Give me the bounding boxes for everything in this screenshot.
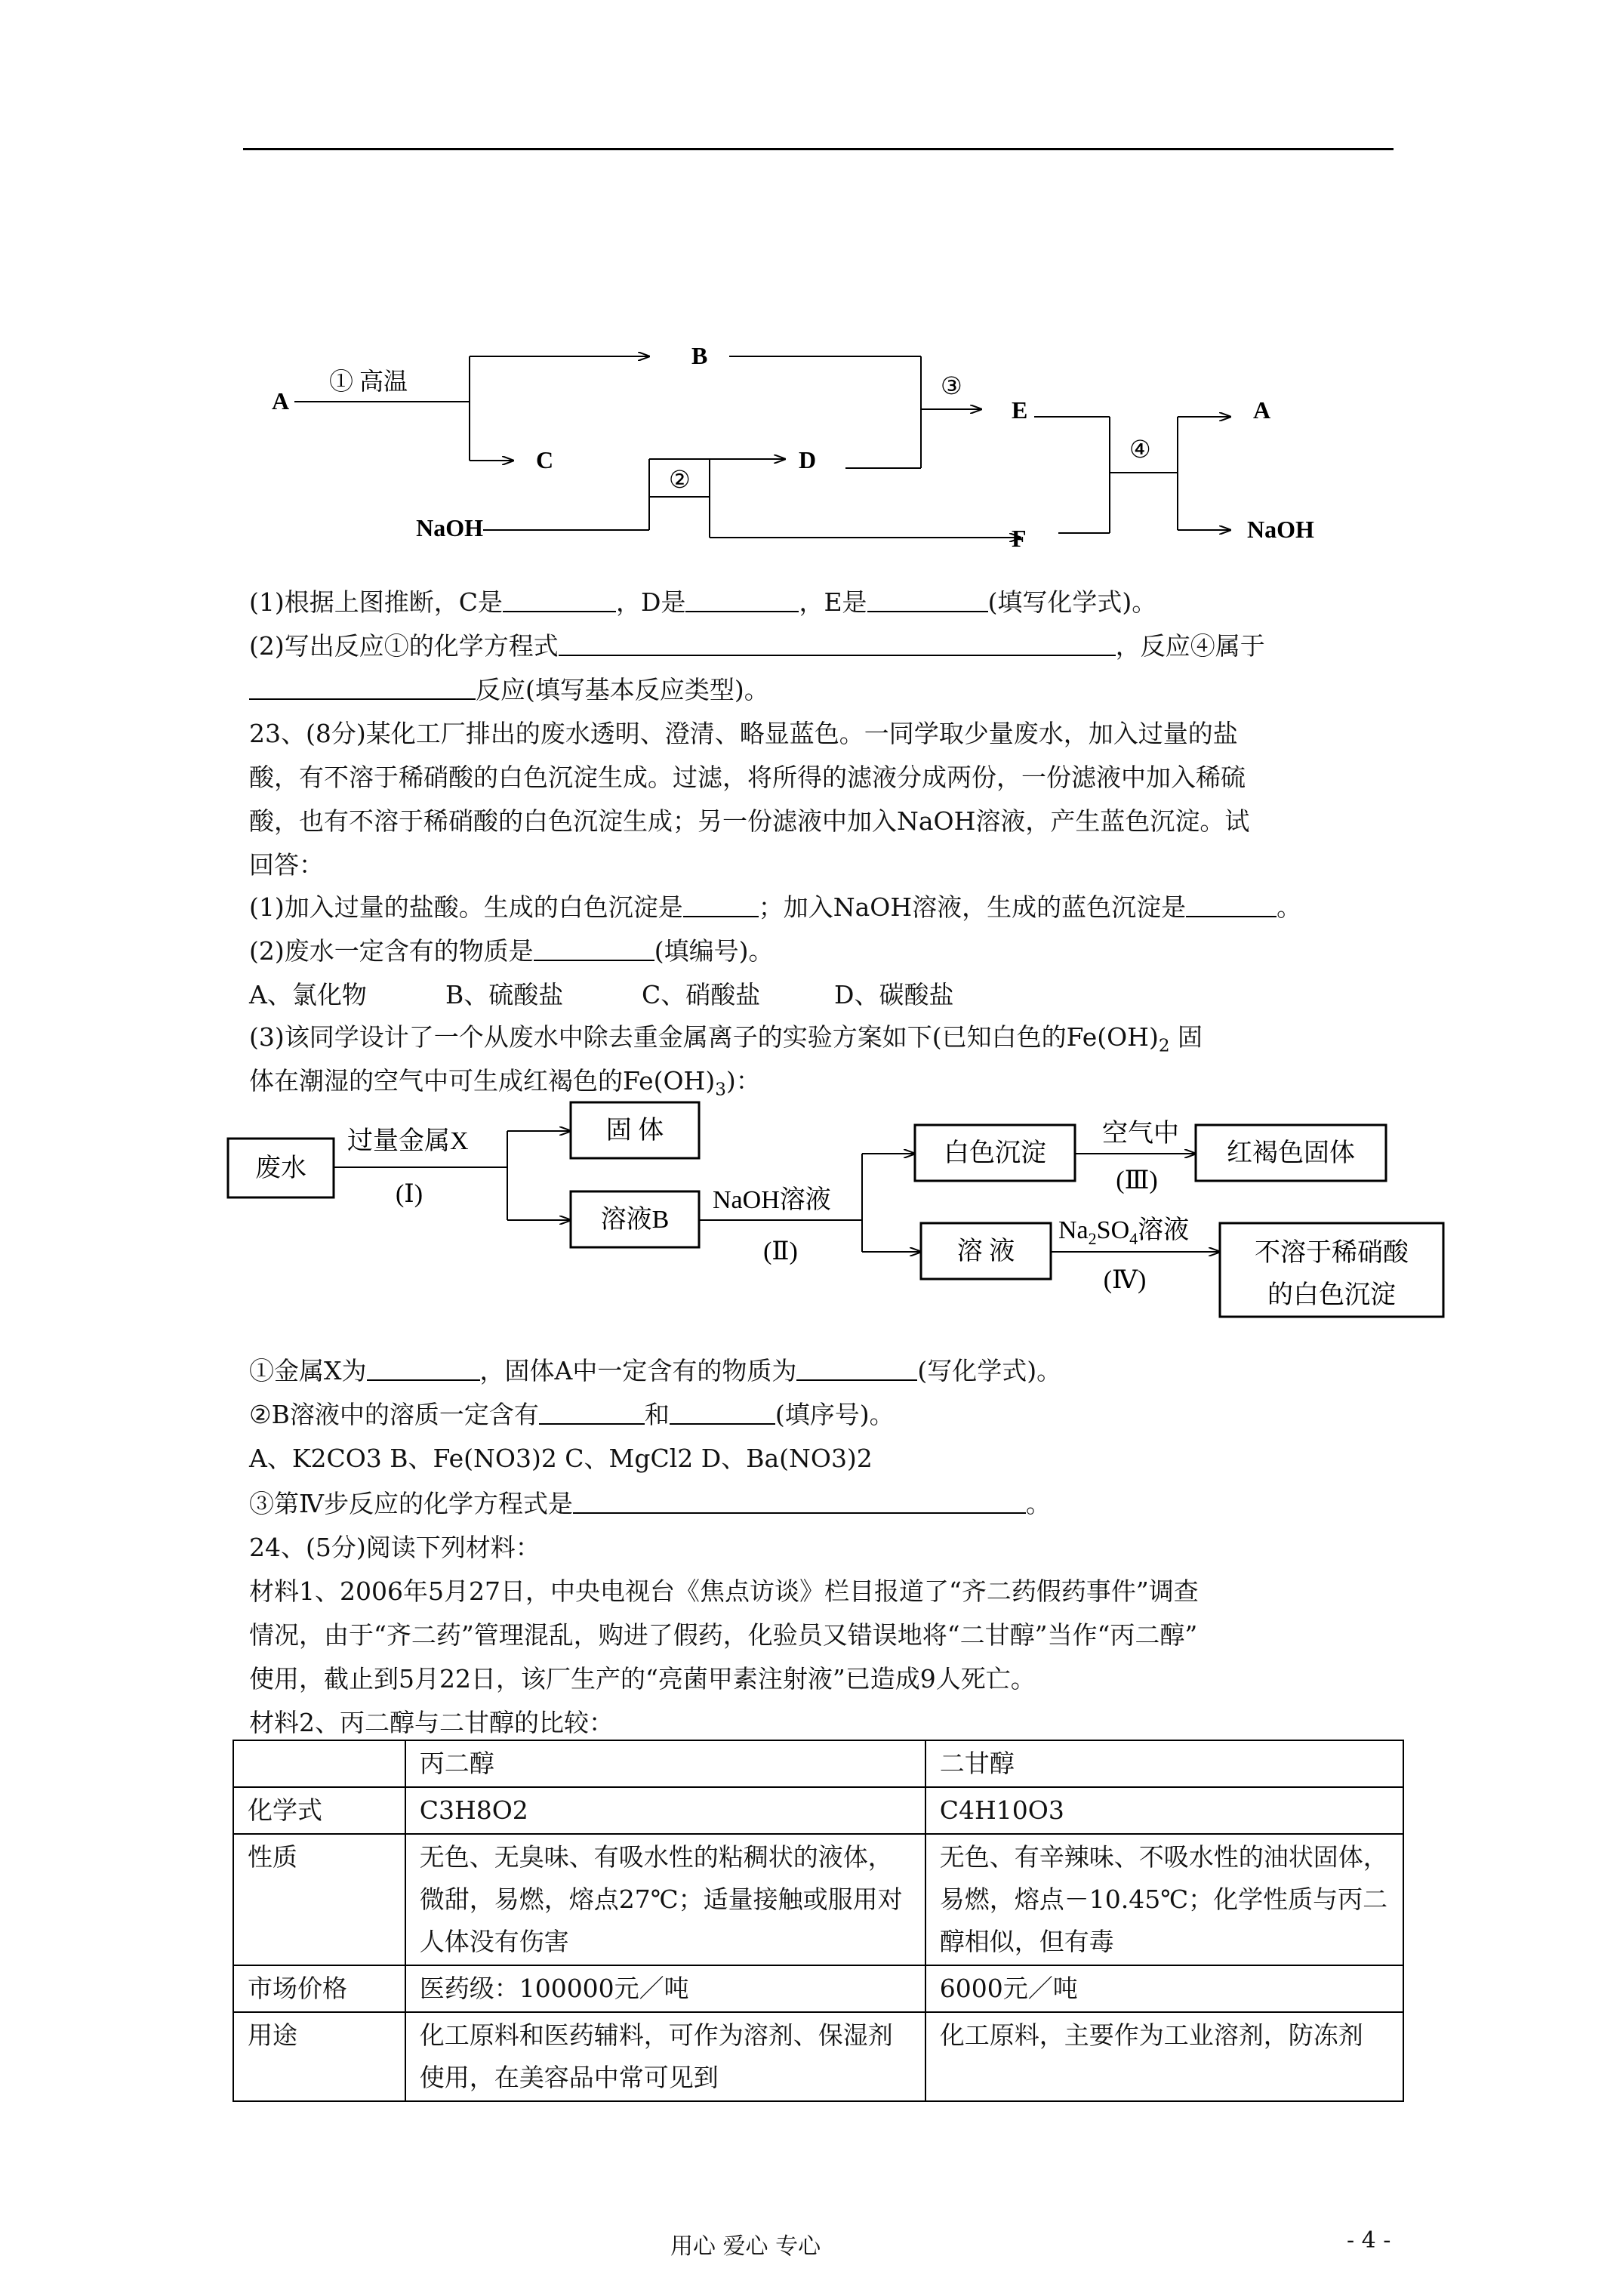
option-c: C、硝酸盐 — [642, 980, 761, 1009]
box-solution: 溶 液 — [956, 1237, 1015, 1265]
answer-blank-solid-a[interactable] — [796, 1357, 917, 1381]
table-row: 市场价格 医药级：100000元／吨 6000元／吨 — [233, 1965, 1403, 2012]
reaction-diagram — [257, 325, 1374, 574]
q23-s3: ③第Ⅳ步反应的化学方程式是 。 — [249, 1489, 1051, 1518]
step-2-label: ② — [669, 466, 691, 493]
page-number: - 4 - — [1347, 2227, 1391, 2254]
answer-blank-d[interactable] — [685, 588, 799, 612]
answer-blank-solute-1[interactable] — [539, 1401, 645, 1425]
q23-s2: ②B溶液中的溶质一定含有 和 (填序号)。 — [249, 1400, 895, 1429]
step-3-label: ③ — [941, 372, 962, 399]
q23-q1: (1)加入过量的盐酸。生成的白色沉淀是 ；加入NaOH溶液，生成的蓝色沉淀是 。 — [249, 892, 1302, 922]
label-step-ii: (Ⅱ) — [763, 1237, 798, 1265]
q24-p2: 材料1、2006年5月27日，中央电视台《焦点访谈》栏目报道了“齐二药假药事件”调查 — [249, 1576, 1199, 1606]
q22-line3: 反应(填写基本反应类型)。 — [249, 675, 769, 705]
label-step-iv: (Ⅳ) — [1103, 1266, 1147, 1294]
answer-blank-equation-iv[interactable] — [573, 1490, 1026, 1514]
q23-q3-line1: (3)该同学设计了一个从废水中除去重金属离子的实验方案如下(已知白色的$Fe(OH)_2$ 固 — [249, 1022, 1203, 1056]
q23-p1: 23、(8分)某化工厂排出的废水透明、澄清、略显蓝色。一同学取少量废水，加入过量的盐 — [249, 719, 1238, 748]
label-step-i: (Ⅰ) — [395, 1180, 423, 1208]
node-naoh-out: NaOH — [1247, 516, 1314, 543]
answer-blank-c[interactable] — [503, 588, 616, 612]
q23-q3-line2: 体在潮湿的空气中可生成红褐色的$Fe(OH)_3$)： — [249, 1066, 761, 1100]
q24-p5: 材料2、丙二醇与二甘醇的比较： — [249, 1708, 614, 1737]
option-a: A、氯化物 — [249, 980, 367, 1009]
table-row: 性质 无色、无臭味、有吸水性的粘稠状的液体，微甜，易燃，熔点27℃；适量接触或服用对人体没有伤害 无色、有辛辣味、不吸水性的油状固体，易燃，熔点－10.45℃；化学性质与丙二醇相似，但有毒 — [233, 1834, 1403, 1965]
answer-blank-reaction-type[interactable] — [249, 676, 476, 700]
process-flowchart — [226, 1095, 1449, 1321]
q24-p4: 使用，截止到5月22日，该厂生产的“亮菌甲素注射液”已造成9人死亡。 — [249, 1664, 1036, 1693]
answer-blank-metal-x[interactable] — [367, 1357, 480, 1381]
label-na2so4-solution: $Na_2SO_4$溶液 — [1058, 1216, 1190, 1248]
node-a: A — [272, 387, 290, 415]
node-d: D — [799, 446, 817, 473]
label-metal-x: 过量金属X — [347, 1127, 469, 1155]
box-final-line2: 的白色沉淀 — [1267, 1281, 1396, 1309]
box-final-line1: 不溶于稀硝酸 — [1255, 1239, 1409, 1267]
label-step-iii: (Ⅲ) — [1116, 1166, 1158, 1194]
q23-p4: 回答： — [249, 850, 324, 880]
q23-options — [249, 980, 953, 1010]
q22-line1: (1)根据上图推断，C是 ，D是 ，E是 (填写化学式)。 — [249, 587, 1157, 617]
table-row: 用途 化工原料和医药辅料，可作为溶剂、保湿剂使用，在美容品中常可见到 化工原料，主要作为工业溶剂，防冻剂 — [233, 2012, 1403, 2101]
answer-blank-solute-2[interactable] — [670, 1401, 775, 1425]
node-a-out: A — [1253, 396, 1271, 424]
answer-blank-equation1[interactable] — [559, 632, 1116, 656]
q24-p1: 24、(5分)阅读下列材料： — [249, 1533, 540, 1562]
box-red-brown-solid: 红褐色固体 — [1227, 1139, 1355, 1167]
node-c: C — [536, 446, 554, 473]
box-solid: 固 体 — [605, 1117, 664, 1145]
answer-blank-blue-ppt[interactable] — [1186, 893, 1277, 917]
header-rule — [243, 148, 1394, 150]
step-4-label: ④ — [1129, 436, 1151, 463]
q24-p3: 情况，由于“齐二药”管理混乱，购进了假药，化验员又错误地将“二甘醇”当作“丙二醇” — [249, 1620, 1198, 1650]
label-in-air: 空气中 — [1102, 1120, 1179, 1148]
q23-q2: (2)废水一定含有的物质是 (填编号)。 — [249, 936, 774, 966]
q23-s2-options: A、K2CO3 B、Fe(NO3)2 C、MgCl2 D、Ba(NO3)2 — [249, 1444, 873, 1473]
q22-line2: (2)写出反应①的化学方程式 ，反应④属于 — [249, 631, 1265, 661]
answer-blank-e[interactable] — [867, 588, 988, 612]
header-diethylene-glycol: 二甘醇 — [925, 1740, 1403, 1787]
step-1-label: ① 高温 — [329, 368, 408, 395]
header-propylene-glycol: 丙二醇 — [405, 1740, 925, 1787]
answer-blank-substance[interactable] — [534, 937, 654, 961]
box-white-ppt: 白色沉淀 — [944, 1139, 1046, 1167]
node-naoh-in: NaOH — [416, 514, 483, 541]
box-solution-b: 溶液B — [600, 1206, 670, 1234]
q23-p2: 酸，有不溶于稀硝酸的白色沉淀生成。过滤，将所得的滤液分成两份，一份滤液中加入稀硫 — [249, 763, 1246, 792]
table-row: 化学式 C3H8O2 C4H10O3 — [233, 1787, 1403, 1834]
option-d: D、碳酸盐 — [834, 980, 954, 1009]
box-wastewater: 废水 — [255, 1154, 306, 1182]
table-header-row — [233, 1740, 1403, 1787]
node-e: E — [1012, 396, 1028, 424]
answer-blank-white-ppt[interactable] — [683, 893, 759, 917]
footer-motto: 用心 爱心 专心 — [670, 2233, 821, 2260]
q23-s1: ①金属X为 ，固体A中一定含有的物质为 (写化学式)。 — [249, 1356, 1062, 1385]
comparison-table — [233, 1740, 1404, 2102]
node-b: B — [691, 342, 708, 369]
node-f: F — [1012, 525, 1027, 552]
label-naoh-solution: NaOH溶液 — [713, 1186, 831, 1214]
option-b: B、硫酸盐 — [445, 980, 564, 1009]
q23-p3: 酸，也有不溶于稀硝酸的白色沉淀生成；另一份滤液中加入NaOH溶液，产生蓝色沉淀。试 — [249, 806, 1250, 836]
